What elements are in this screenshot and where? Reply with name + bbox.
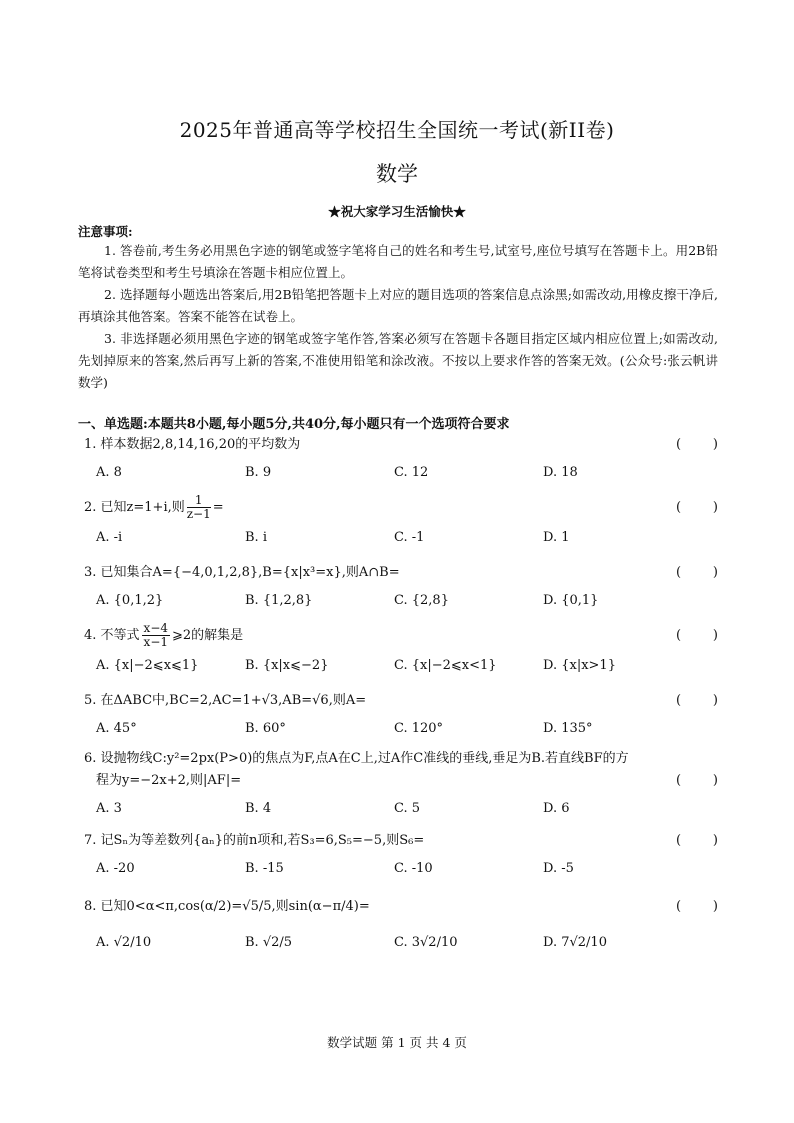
option-a: A. -20 [96,861,135,876]
bracket-left: ( [676,899,682,914]
question-7 [84,830,718,880]
bracket-left: ( [676,693,682,708]
bracket-right: ) [712,773,718,788]
question-stem: 1. 样本数据2,8,14,16,20的平均数为 [84,437,301,452]
option-b: B. 4 [245,801,272,816]
option-b: B. {x|x⩽−2} [245,658,329,673]
question-stem [84,494,676,521]
answer-bracket [676,896,718,918]
option-d: D. 18 [543,465,578,480]
bracket-right: ) [712,833,718,848]
notice-text-1: 1. 答卷前,考生务必用黑色字迹的钢笔或签字笔将自己的姓名和考生号,试室号,座位号填写在答题卡上。用2B铅笔将试卷类型和考生号填涂在答题卡相应位置上。 [78,243,718,280]
answer-bracket [676,497,718,519]
question-1 [84,434,718,484]
notice-text-3: 3. 非选择题必须用黑色字迹的钢笔或签字笔作答,答案必须写在答题卡各题目指定区域内相应位置上;如需改动,先划掉原来的答案,然后再写上新的答案,不准使用铅笔和涂改液。不按以上要求作答的答案无效。(公众号:张云帆讲数学) [78,331,718,390]
bracket-right: ) [712,899,718,914]
question-8 [84,896,718,954]
bracket-left: ( [676,565,682,580]
motto: ★祝大家学习生活愉快★ [328,204,466,219]
option-b: B. √2/5 [245,935,293,950]
question-stem: 5. 在ΔABC中,BC=2,AC=1+√3,AB=√6,则A= [84,693,367,708]
bracket-right: ) [712,627,718,643]
section-heading: 一、单选题:本题共8小题,每小题5分,共40分,每小题只有一个选项符合要求 [78,417,510,432]
question-4 [84,622,718,677]
option-a: A. 3 [96,801,122,816]
answer-bracket [676,770,718,792]
option-d: D. 1 [543,530,570,545]
answer-bracket [676,830,718,852]
bracket-left: ( [676,773,682,788]
bracket-left: ( [676,627,682,643]
option-b: B. 60° [245,721,286,736]
option-c: C. 120° [394,721,444,736]
answer-bracket [676,690,718,712]
bracket-right: ) [712,565,718,580]
option-d: D. 6 [543,801,570,816]
fraction-numerator: 1 [187,494,211,508]
option-a: A. {0,1,2} [96,593,164,608]
bracket-left: ( [676,833,682,848]
option-a: A. 8 [96,465,122,480]
option-d: D. -5 [543,861,574,876]
option-a: A. {x|−2⩽x⩽1} [96,658,199,673]
question-2 [84,494,718,549]
question-stem: 8. 已知0<α<π,cos(α/2)=√5/5,则sin(α−π/4)= [84,899,370,914]
question-stem-line-2: 程为y=−2x+2,则|AF|= [96,773,242,788]
bracket-left: ( [676,437,682,452]
option-c: C. {x|−2⩽x<1} [394,658,497,673]
page-footer: 数学试题 第 1 页 共 4 页 [327,1035,467,1050]
option-b: B. i [245,530,267,545]
option-c: C. {2,8} [394,593,449,608]
option-c: C. -1 [394,530,425,545]
question-5 [84,690,718,740]
subject-title: 数学 [376,162,418,186]
answer-bracket [676,625,718,647]
fraction-numerator: x−4 [143,621,169,635]
question-stem [84,622,676,649]
question-3 [84,562,718,612]
question-stem: 6. 设抛物线C:y²=2px(P>0)的焦点为F,点A在C上,过A作C准线的垂线,垂足为B.若直线BF的方 [84,751,629,766]
answer-bracket [676,562,718,584]
option-c: C. 3√2/10 [394,935,458,950]
notice-item-2 [78,284,718,328]
option-d: D. 135° [543,721,593,736]
fraction-denominator: z−1 [186,507,211,521]
option-b: B. 9 [245,465,272,480]
bracket-right: ) [712,499,718,515]
stem-suffix: ⩾2的解集是 [172,628,244,643]
bracket-right: ) [712,437,718,452]
exam-title: 2025年普通高等学校招生全国统一考试(新II卷) [179,118,615,142]
bracket-right: ) [712,693,718,708]
fraction [187,494,211,521]
stem-suffix: = [212,500,224,515]
option-d: D. {x|x>1} [543,658,616,673]
option-d: D. 7√2/10 [543,935,607,950]
answer-bracket [676,434,718,456]
option-c: C. 5 [394,801,421,816]
bracket-left: ( [676,499,682,515]
option-a: A. √2/10 [96,935,152,950]
stem-prefix: 2. 已知z=1+i,则 [84,500,185,515]
fraction-denominator: x−1 [143,635,169,649]
notice-item-1 [78,240,718,284]
option-c: C. -10 [394,861,433,876]
notice-heading: 注意事项: [78,224,133,239]
stem-prefix: 4. 不等式 [84,628,140,643]
option-a: A. -i [96,530,123,545]
option-b: B. {1,2,8} [245,593,313,608]
question-stem: 3. 已知集合A={−4,0,1,2,8},B={x|x³=x},则A∩B= [84,565,400,580]
question-stem: 7. 记Sₙ为等差数列{aₙ}的前n项和,若S₃=6,S₅=−5,则S₆= [84,833,425,848]
fraction [142,622,170,649]
notice-text-2: 2. 选择题每小题选出答案后,用2B铅笔把答题卡上对应的题目选项的答案信息点涂黑;如需改动,用橡皮擦干净后,再填涂其他答案。答案不能答在试卷上。 [78,287,718,324]
option-d: D. {0,1} [543,593,599,608]
option-a: A. 45° [96,721,137,736]
notice-item-3 [78,328,718,394]
option-c: C. 12 [394,465,429,480]
option-b: B. -15 [245,861,284,876]
question-6 [84,748,718,820]
